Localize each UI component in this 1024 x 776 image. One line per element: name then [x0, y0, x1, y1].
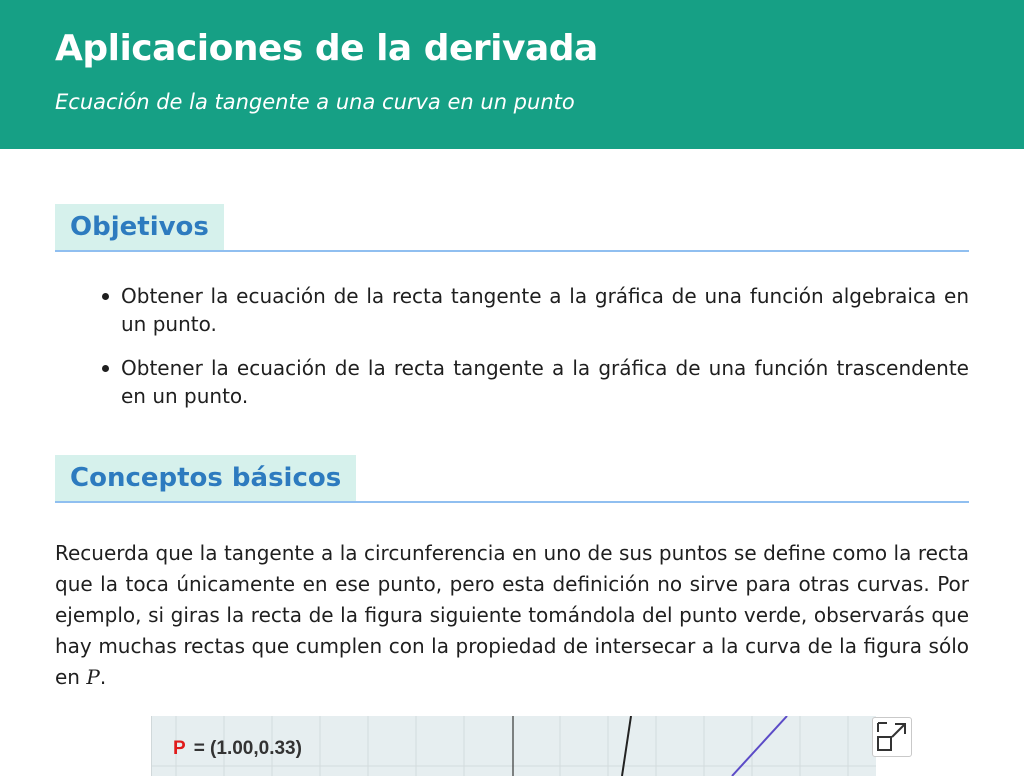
- expand-icon: [876, 721, 908, 753]
- objectives-list: [55, 282, 969, 426]
- list-item-text: Obtener la ecuación de la recta tangente a la gráfica de una función algebraica en un punto.: [121, 284, 969, 336]
- tangent-line[interactable]: [732, 716, 787, 776]
- page-title: Aplicaciones de la derivada: [55, 28, 598, 69]
- concepts-heading-label: Conceptos básicos: [55, 455, 356, 501]
- list-item: [55, 282, 969, 338]
- paragraph-text: Recuerda que la tangente a la circunferencia en uno de sus puntos se define como la recta que la toca únicamente en ese punto, pero esta definición no sirve para otras curvas. Por ejemplo, si giras la recta de la figura siguiente tomándola del punto verde, observarás que hay muchas rectas que cumplen con la propiedad de intersecar a la curva de la figura sólo en: [55, 541, 969, 689]
- point-label: P: [173, 738, 186, 759]
- list-item-text: Obtener la ecuación de la recta tangente a la gráfica de una función trascendente en un punto.: [121, 356, 969, 408]
- bullet-icon: [102, 365, 109, 372]
- paragraph-end: .: [99, 665, 107, 689]
- curve: [622, 716, 631, 776]
- math-variable-p: P: [86, 665, 100, 689]
- bullet-icon: [102, 293, 109, 300]
- page-banner: [0, 0, 1024, 149]
- list-item: [55, 354, 969, 410]
- point-readout: [173, 738, 302, 760]
- page-subtitle: Ecuación de la tangente a una curva en un punto: [55, 90, 575, 114]
- point-coordinates: = (1.00,0.33): [193, 738, 302, 759]
- objectives-heading: [55, 204, 969, 252]
- fullscreen-button[interactable]: [872, 717, 912, 757]
- concepts-paragraph: [55, 538, 969, 693]
- objectives-heading-label: Objetivos: [55, 204, 224, 250]
- geogebra-applet[interactable]: [151, 716, 876, 776]
- concepts-heading: [55, 455, 969, 503]
